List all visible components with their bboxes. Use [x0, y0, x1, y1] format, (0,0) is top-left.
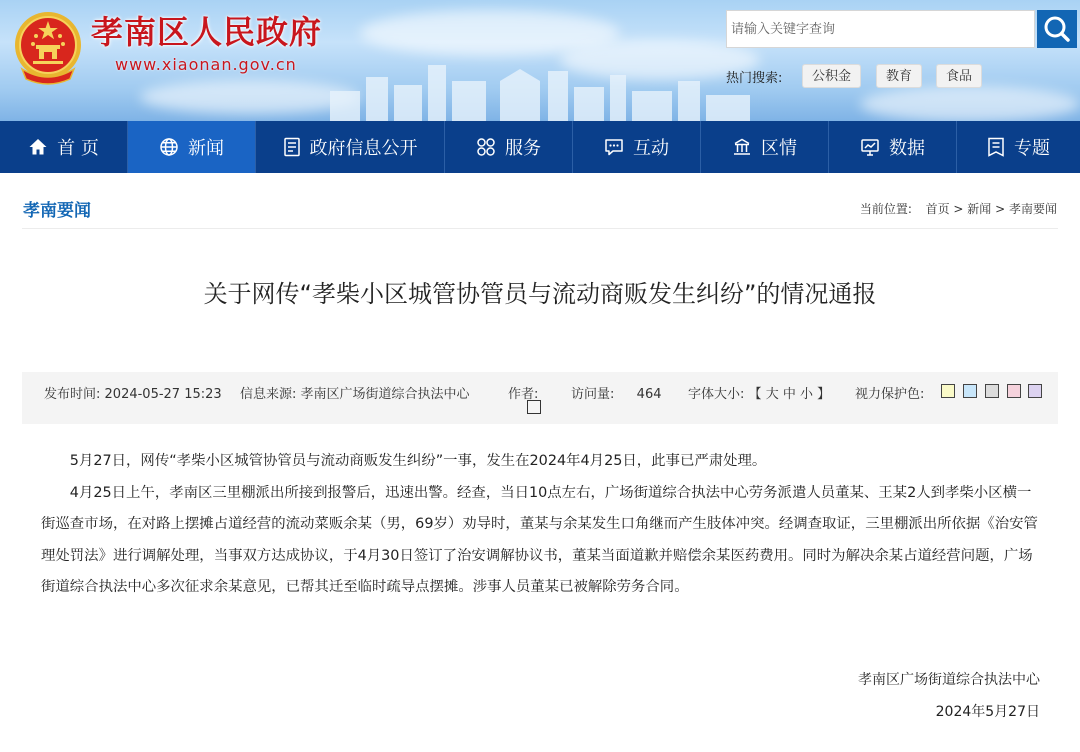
- site-title[interactable]: 孝南区人民政府: [91, 13, 323, 51]
- info-source-label: 信息来源:: [240, 387, 297, 402]
- nav-gov-info[interactable]: [256, 121, 445, 173]
- site-url[interactable]: www.xiaonan.gov.cn: [115, 55, 297, 74]
- nav-data[interactable]: [829, 121, 957, 173]
- nav-home-label: 首 页: [57, 138, 99, 159]
- monitor-icon: [860, 137, 880, 157]
- article-date: 2024年5月27日: [935, 704, 1040, 720]
- national-emblem-logo: [12, 9, 84, 85]
- font-small-button[interactable]: 小: [800, 387, 814, 402]
- eye-care-label: 视力保护色:: [855, 387, 925, 402]
- font-bracket-close: 】: [817, 387, 831, 402]
- article-signature: 孝南区广场街道综合执法中心: [858, 672, 1040, 688]
- nav-gov-info-label: 政府信息公开: [309, 138, 418, 159]
- file-list-icon: [987, 137, 1005, 157]
- search-input[interactable]: [727, 11, 1021, 47]
- nav-topics-label: 专题: [1014, 138, 1050, 159]
- article-paragraph: 4月25日上午，孝南区三里棚派出所接到报警后，迅速出警。经查，当日10点左右，广场街道综合执法中心劳务派遣人员董某、王某2人到孝柴小区横一街巡查市场，在对路上摆摊占道经营的流动菜贩余某（男，69岁）劝导时，董某与余某发生口角继而产生肢体冲突。经调查取证，三里棚派出所依据《治安管理处罚法》进行调解处理，当事双方达成协议，于4月30日签订了治安调解协议书，董某当面道歉并赔偿余某医药费用。同时为解决余某占道经营问题，广场街道综合执法中心多次征求余某意见，已帮其迁至临时疏导点摆摊。涉事人员董某已被解除劳务合同。: [41, 484, 1038, 596]
- breadcrumb-home-link[interactable]: 首页: [925, 202, 950, 216]
- info-source: [240, 383, 470, 402]
- hot-tag-education[interactable]: 教育: [876, 64, 922, 88]
- chat-icon: [604, 137, 624, 157]
- hot-tag-housing-fund[interactable]: 公积金: [802, 64, 861, 88]
- cloud-decoration: [140, 80, 360, 114]
- article-body: [41, 446, 1041, 604]
- search-button[interactable]: [1037, 10, 1077, 48]
- nav-news[interactable]: [128, 121, 256, 173]
- main-nav: [0, 121, 1080, 173]
- breadcrumb-news-link[interactable]: 新闻: [967, 202, 992, 216]
- nav-district[interactable]: [701, 121, 829, 173]
- nav-topics[interactable]: [957, 121, 1080, 173]
- author-placeholder-box: [527, 400, 541, 414]
- nav-interact-label: 互动: [633, 138, 669, 159]
- search-box: [726, 10, 1035, 48]
- site-header: [0, 0, 1080, 121]
- eye-color-swatch-purple[interactable]: [1028, 384, 1042, 398]
- grid-icon: [476, 137, 496, 157]
- nav-service[interactable]: [445, 121, 573, 173]
- font-bracket-open: 【: [748, 387, 762, 402]
- breadcrumb-separator: >: [949, 202, 968, 216]
- nav-district-label: 区情: [761, 138, 797, 159]
- eye-color-swatch-pink[interactable]: [1007, 384, 1021, 398]
- view-count-value: 464: [636, 387, 662, 402]
- font-medium-button[interactable]: 中: [782, 387, 796, 402]
- document-icon: [283, 137, 301, 157]
- eye-color-swatch-yellow[interactable]: [941, 384, 955, 398]
- hot-search-label: 热门搜索:: [726, 71, 783, 86]
- publish-time: [44, 383, 222, 402]
- view-count: [571, 383, 662, 402]
- author-label: 作者:: [508, 387, 539, 402]
- nav-data-label: 数据: [889, 138, 925, 159]
- skyline-illustration: [330, 51, 750, 121]
- section-divider: [22, 228, 1058, 229]
- breadcrumb: [860, 200, 1057, 217]
- publish-time-value: 2024-05-27 15:23: [104, 387, 222, 402]
- hot-tag-food[interactable]: 食品: [936, 64, 982, 88]
- section-title[interactable]: 孝南要闻: [23, 201, 91, 221]
- view-count-label: 访问量:: [571, 387, 615, 402]
- breadcrumb-label: 当前位置:: [859, 202, 912, 216]
- publish-time-label: 发布时间:: [44, 387, 101, 402]
- nav-interact[interactable]: [573, 121, 701, 173]
- article-meta-bar: [22, 372, 1058, 424]
- cloud-decoration: [860, 86, 1080, 121]
- globe-icon: [159, 137, 179, 157]
- nav-home[interactable]: [0, 121, 128, 173]
- breadcrumb-separator: >: [991, 202, 1009, 216]
- eye-color-swatch-blue[interactable]: [963, 384, 977, 398]
- eye-color-swatch-gray[interactable]: [985, 384, 999, 398]
- font-size-control: [688, 383, 830, 402]
- breadcrumb-xiaonan-news-link[interactable]: 孝南要闻: [1008, 202, 1057, 216]
- font-size-label: 字体大小:: [688, 387, 745, 402]
- article-paragraph: 5月27日，网传“孝柴小区城管协管员与流动商贩发生纠纷”一事，发生在2024年4月25日，此事已严肃处理。: [69, 453, 767, 469]
- building-icon: [732, 137, 752, 157]
- home-icon: [28, 137, 48, 157]
- font-large-button[interactable]: 大: [765, 387, 779, 402]
- nav-service-label: 服务: [505, 138, 541, 159]
- nav-news-label: 新闻: [188, 138, 224, 159]
- article-title: 关于网传“孝柴小区城管协管员与流动商贩发生纠纷”的情况通报: [203, 280, 877, 308]
- info-source-value: 孝南区广场街道综合执法中心: [300, 387, 470, 402]
- search-icon: [1037, 10, 1077, 48]
